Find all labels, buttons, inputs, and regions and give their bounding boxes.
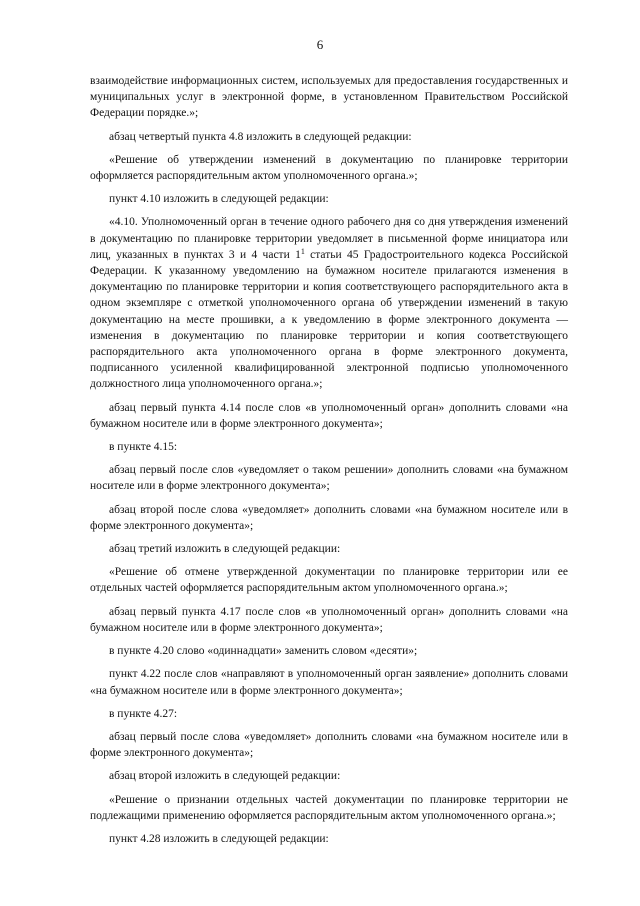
document-body — [90, 73, 568, 854]
paragraph: в пункте 4.15: — [109, 441, 178, 454]
superscript: 1 — [300, 246, 305, 256]
paragraph: «Решение об утверждении изменений в документацию по планировке территории оформляется распорядительным актом уполномоченного органа.»; — [90, 153, 568, 183]
paragraph: абзац второй изложить в следующей редакции: — [109, 770, 341, 783]
paragraph: абзац третий изложить в следующей редакции: — [109, 543, 341, 556]
paragraph: абзац первый пункта 4.14 после слов «в уполномоченный орган» дополнить словами «на бумажном носителе или в форме электронного документа»; — [90, 401, 568, 430]
paragraph: пункт 4.22 после слов «направляют в уполномоченный орган заявление» дополнить словами «на бумажном носителе или в форме электронного документа»; — [90, 668, 568, 697]
paragraph: пункт 4.10 изложить в следующей редакции: — [109, 193, 329, 206]
paragraph: в пункте 4.20 слово «одиннадцати» заменить словом «десяти»; — [109, 645, 418, 658]
paragraph-text-before-superscript: «4.10. Уполномоченный орган в течение одного рабочего дня со дня утверждения изменений в документацию по планировке территории уведомляет в письменной форме инициатора или лиц, указанных в пунктах 3 и 4 части 1 — [90, 216, 568, 261]
paragraph — [90, 214, 568, 392]
paragraph: «Решение об отмене утвержденной документации по планировке территории или ее отдельных частей оформляется распорядительным актом уполномоченного органа.»; — [90, 566, 568, 595]
paragraph: абзац четвертый пункта 4.8 изложить в следующей редакции: — [109, 130, 412, 143]
paragraph: абзац второй после слова «уведомляет» дополнить словами «на бумажном носителе или в форме электронного документа»; — [90, 503, 568, 532]
paragraph: абзац первый пункта 4.17 после слов «в уполномоченный орган» дополнить словами «на бумажном носителе или в форме электронного документа»; — [90, 605, 568, 634]
paragraph: пункт 4.28 изложить в следующей редакции: — [109, 832, 329, 845]
paragraph-text-after-superscript: статьи 45 Градостроительного кодекса Российской Федерации. К указанному уведомлению на бумажном носителе прилагаются изменения в документацию по планировке территории и копия соответствующего распорядительного акта в одном экземпляре с отметкой уполномоченного органа об утверждении изменений в такую документацию на месте прошивки, а к уведомлению в форме электронного документа — изменения в документацию по планировке территории и копия соответствующего распорядительного акта уполномоченного органа в форме электронного документа, подписанного усиленной квалифицированной электронной подписью уполномоченного должностного лица уполномоченного органа.»; — [90, 248, 568, 391]
paragraph: абзац первый после слов «уведомляет о таком решении» дополнить словами «на бумажном носителе или в форме электронного документа»; — [90, 464, 568, 493]
paragraph: «Решение о признании отдельных частей документации по планировке территории не подлежащими применению оформляется распорядительным актом уполномоченного органа.»; — [90, 793, 568, 822]
page-number: 6 — [316, 37, 324, 52]
paragraph: абзац первый после слова «уведомляет» дополнить словами «на бумажном носителе или в форме электронного документа»; — [90, 730, 568, 760]
paragraph: в пункте 4.27: — [109, 707, 178, 720]
paragraph: взаимодействие информационных систем, используемых для предоставления государственных и муниципальных услуг в электронной форме, в установленном Правительством Российской Федерации порядке.»; — [90, 75, 568, 120]
